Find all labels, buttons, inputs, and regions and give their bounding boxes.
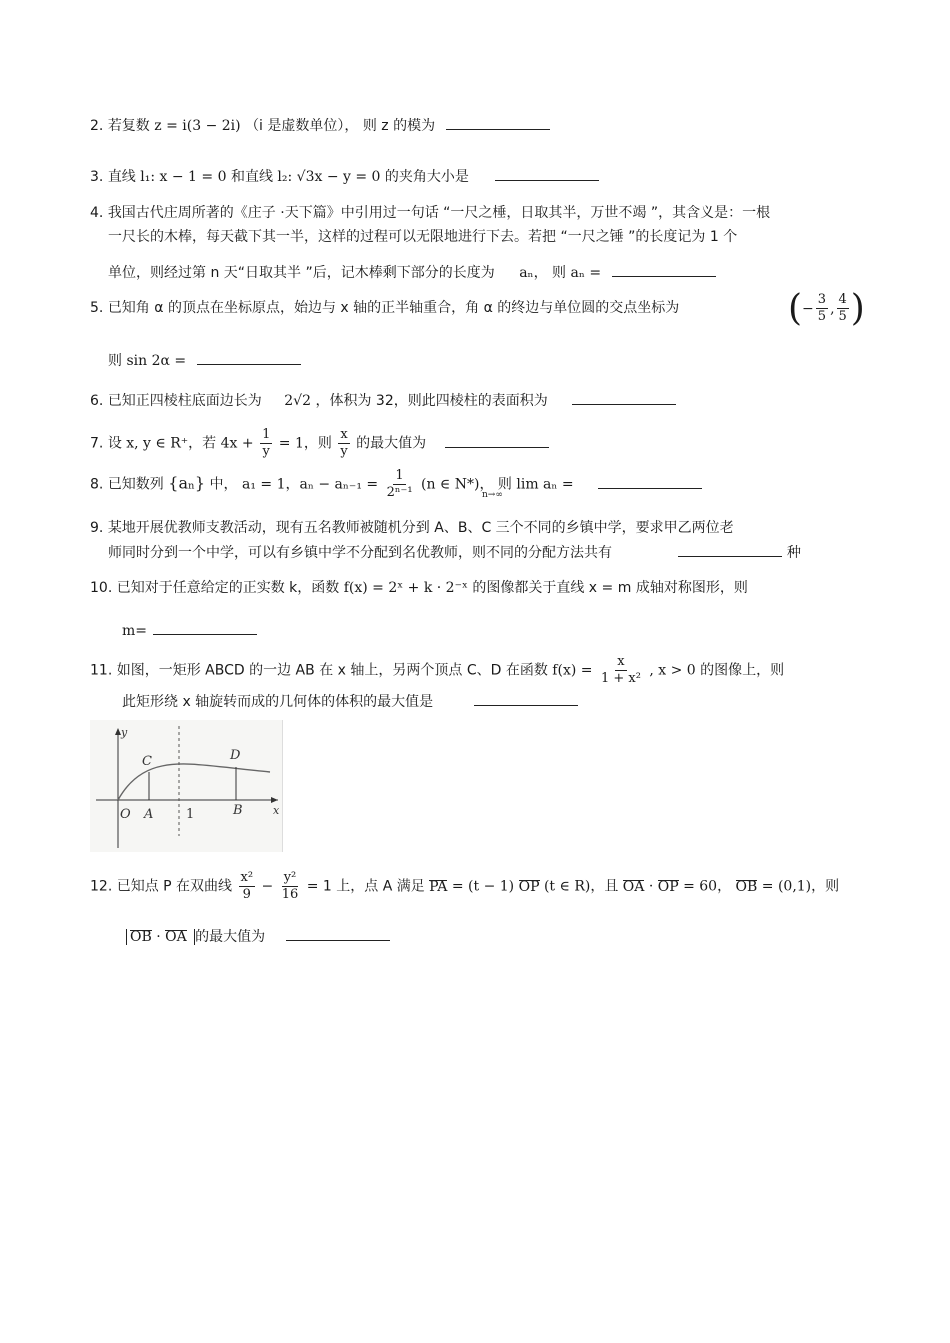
question-number: 4. <box>90 205 104 221</box>
function-fraction: $\frac{x}{\text{1 + x²}}$ <box>600 654 641 686</box>
question-text: 的图像都关于直线 x = m 成轴对称图形，则 <box>472 580 748 596</box>
question-text: 单位，则经过第 n 天“日取其半 ”后，记木棒剩下部分的长度为 <box>108 265 495 281</box>
question-3 <box>90 166 599 187</box>
question-number: 2. <box>90 118 104 134</box>
label-1: 1 <box>186 807 195 822</box>
label-B: B <box>233 803 243 818</box>
question-text: 一尺长的木棒，每天截下其一半，这样的过程可以无限地进行下去。若把 “一尺之锤 ”的长度记为 1 个 <box>108 229 738 245</box>
label-C: C <box>142 754 152 769</box>
hyperbola-y-term: $\frac{\text{y²}}{16}$ <box>281 870 299 902</box>
function-label: f(x) = <box>552 662 593 679</box>
vector-PA: PA <box>429 878 448 895</box>
question-text: 直线 <box>107 169 136 185</box>
question-text: （i 是虚数单位）， <box>245 118 359 134</box>
sequence-term: aₙ， <box>519 265 548 281</box>
question-text: 种 <box>786 545 801 561</box>
answer-blank[interactable] <box>197 350 301 365</box>
question-12: 12. 已知点 P 在双曲线 $\frac{\text{x²}}{9}$ − $\frac{\text{y²}}{16}$ = 1 上，点 A 满足 PA = (t − 1) OP (t ∈ R)，且 OA · OP = 60， OB = (0,1)，则 <box>90 870 840 902</box>
question-text: 我国古代庄周所著的《庄子 ·天下篇》中引用过一句话 “一尺之棰，日取其半，万世不竭 ”，其含义是：一根 <box>107 205 771 221</box>
sin-expression: 则 sin 2α = <box>108 353 187 369</box>
question-6 <box>90 390 676 411</box>
question-text: 若复数 <box>107 118 150 134</box>
condition-expression: 设 x, y ∈ R⁺，若 4x + <box>107 435 254 452</box>
question-text: = 1，则 <box>278 435 332 452</box>
answer-blank[interactable] <box>678 542 782 557</box>
hyperbola-x-term: $\frac{\text{x²}}{9}$ <box>240 870 254 902</box>
question-number: 9. <box>90 520 104 536</box>
question-text: 的最大值为 <box>356 435 427 452</box>
question-number: 6. <box>90 393 104 409</box>
answer-blank[interactable] <box>495 166 599 181</box>
line-equation-2: l₂: √3x − y = 0 <box>277 169 381 185</box>
answer-blank[interactable] <box>446 115 550 130</box>
question-text: 则 z 的模为 <box>362 118 436 134</box>
question-number: 8. <box>90 476 104 493</box>
question-10-line-2 <box>122 620 257 641</box>
label-A: A <box>144 807 154 822</box>
question-text: 已知正四棱柱底面边长为 <box>107 393 262 409</box>
sequence-name: {aₙ} <box>168 473 206 493</box>
function-expression: f(x) = 2ˣ + k · 2⁻ˣ <box>343 580 468 596</box>
question-4-line-2 <box>108 227 737 247</box>
answer-blank[interactable] <box>474 691 578 706</box>
side-length: 2√2 <box>284 393 312 409</box>
recurrence-fraction: $\frac{1}{\text{2ⁿ⁻¹}}$ <box>386 468 413 500</box>
question-5 <box>90 298 679 318</box>
question-text: ，体积为 32，则此四棱柱的表面积为 <box>315 393 548 409</box>
coordinate-y: $\frac{4}{5}$ <box>838 292 847 324</box>
intersection-coordinate: ( − $\frac{3}{5}$ , $\frac{4}{5}$ ) <box>788 288 865 329</box>
vector-OP: OP <box>657 878 679 895</box>
answer-blank[interactable] <box>612 262 716 277</box>
question-text: 的夹角大小是 <box>384 169 469 185</box>
question-text: 如图，一矩形 ABCD 的一边 AB 在 x 轴上，另两个顶点 C、D 在函数 <box>116 662 548 679</box>
question-text: 和直线 <box>230 169 273 185</box>
question-5-line-2 <box>108 350 301 371</box>
x-axis-arrow <box>271 797 278 803</box>
vector-OB: OB <box>735 878 758 895</box>
answer-blank[interactable] <box>153 620 257 635</box>
fraction-1-over-y: $\frac{1}{y}$ <box>262 427 271 459</box>
answer-blank[interactable] <box>598 474 702 489</box>
question-text: 此矩形绕 x 轴旋转而成的几何体的体积的最大值是 <box>122 694 434 710</box>
question-8 <box>90 468 702 501</box>
question-number: 3. <box>90 169 104 185</box>
question-text: 已知角 α 的顶点在坐标原点，始边与 x 轴的正半轴重合，角 α 的终边与单位圆的交点坐标为 <box>107 300 680 316</box>
question-text: 则 aₙ = <box>552 265 602 281</box>
question-text: , x > 0 的图像上，则 <box>649 662 785 679</box>
question-text: 师同时分到一个中学，可以有乡镇中学不分配到名优教师，则不同的分配方法共有 <box>108 545 612 561</box>
answer-blank[interactable] <box>286 926 390 941</box>
answer-blank[interactable] <box>572 390 676 405</box>
abs-dot-product: OB · OA <box>126 929 195 945</box>
question-number: 10. <box>90 580 113 596</box>
recurrence-expression: 中， a₁ = 1，aₙ − aₙ₋₁ = <box>209 476 379 493</box>
question-9-line-2 <box>108 542 801 563</box>
line-equation-1: l₁: x − 1 = 0 <box>140 169 227 185</box>
answer-label: m= <box>122 623 148 639</box>
limit-expression: 则 lim aₙ = <box>497 476 574 493</box>
question-4-line-1 <box>90 203 770 223</box>
limit-subscript: n→∞ <box>482 490 503 500</box>
question-4-line-3 <box>108 262 716 283</box>
question-11 <box>90 654 784 687</box>
question-11-line-2 <box>122 691 578 712</box>
condition: (n ∈ N*)， <box>421 476 494 493</box>
coordinate-x: $\frac{3}{5}$ <box>817 292 827 324</box>
answer-blank[interactable] <box>445 433 549 448</box>
label-O: O <box>120 807 131 822</box>
question-text: 已知数列 <box>107 476 164 493</box>
vector-OA: OA <box>622 878 645 895</box>
function-graph <box>90 720 283 852</box>
question-text: 某地开展优教师支教活动，现有五名教师被随机分到 A、B、C 三个不同的乡镇中学，要求甲乙两位老 <box>107 520 734 536</box>
question-number: 5. <box>90 300 104 316</box>
condition: (t ∈ R)，且 <box>543 878 619 895</box>
vector-OB: OB <box>130 929 152 945</box>
question-7 <box>90 427 549 460</box>
question-text: 已知对于任意给定的正实数 k，函数 <box>116 580 340 596</box>
function-curve <box>118 764 270 800</box>
fraction-x-over-y: $\frac{x}{y}$ <box>340 427 348 459</box>
question-9-line-1 <box>90 518 734 538</box>
label-x: x <box>273 804 280 817</box>
question-number: 12. <box>90 878 113 895</box>
question-text: = 1 上，点 A 满足 <box>306 878 425 895</box>
graph-svg <box>90 720 282 852</box>
question-2 <box>90 115 550 136</box>
label-D: D <box>230 748 241 763</box>
label-y: y <box>121 726 128 739</box>
question-text: 的最大值为 <box>195 929 266 945</box>
vector-OA: OA <box>165 929 187 945</box>
question-number: 11. <box>90 662 113 679</box>
question-10 <box>90 578 748 598</box>
question-number: 7. <box>90 435 104 452</box>
complex-expression: z = i(3 − 2i) <box>154 118 241 134</box>
question-12-line-2 <box>126 926 390 947</box>
question-text: 已知点 P 在双曲线 <box>116 878 233 895</box>
vector-OP: OP <box>518 878 540 895</box>
